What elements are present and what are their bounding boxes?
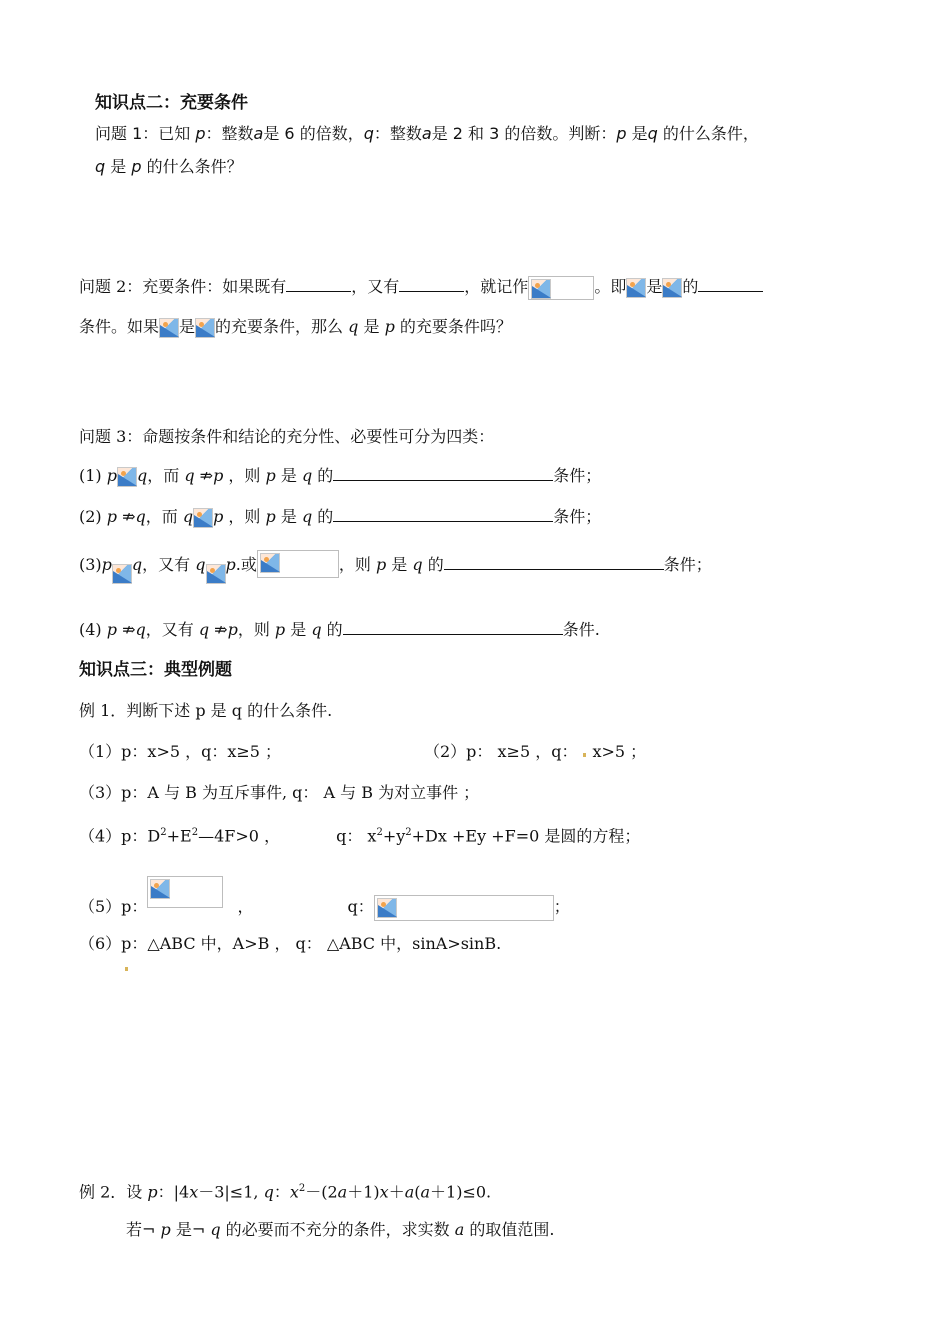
example-1-item-6: （6）p：△ABC 中，A>B ， q： △ABC 中，sinA>sinB. (79, 934, 502, 953)
case-4: (4) p ⇏q，又有 q ⇏p，则 p 是 q 的 条件. (79, 620, 600, 639)
image-placeholder-icon (626, 278, 646, 298)
formula-image (374, 895, 554, 921)
image-placeholder-icon (377, 898, 397, 918)
image-placeholder-icon (662, 278, 682, 298)
section-heading-kp3: 知识点三：典型例题 (79, 660, 232, 680)
image-placeholder-icon (159, 318, 179, 338)
example-2-line2: 若¬ p 是¬ q 的必要而不充分的条件，求实数 a 的取值范围. (126, 1220, 555, 1239)
example-1-item-5: （5）p： ， q： ； (79, 876, 570, 921)
example-1-title: 例 1．判断下述 p 是 q 的什么条件. (79, 701, 333, 720)
blank (698, 275, 763, 292)
case-1: (1) p q，而 q ⇏p ，则 p 是 q 的 条件； (79, 466, 602, 485)
image-placeholder-icon (206, 564, 226, 584)
question-2-line1: 问题 2：充要条件：如果既有 ，又有 ，就记作 。即 是 的 (79, 275, 763, 300)
blank (333, 505, 553, 522)
example-1-item-1: （1）p：x>5 ，q：x≥5 ； (79, 742, 282, 761)
question-3-intro: 问题 3：命题按条件和结论的充分性、必要性可分为四类： (79, 427, 495, 446)
section-heading-kp2: 知识点二：充要条件 (95, 93, 248, 113)
question-1-line2: q 是 p 的什么条件？ (95, 157, 243, 176)
image-placeholder-icon (150, 879, 170, 899)
example-1-item-4: （4）p：$D^2+E^2—4F>0$ ， q： $x^2+y^2+Dx +Ey +F=0$ 是圆的方程； (79, 826, 641, 846)
image-placeholder-icon (117, 467, 137, 487)
blank (333, 464, 553, 481)
formula-image (257, 550, 339, 578)
blank (343, 618, 563, 635)
example-1-item-3: （3）p：A 与 B 为互斥事件, q： A 与 B 为对立事件 ； (79, 783, 480, 802)
question-2-line2: 条件。如果 是 的充要条件，那么 q 是 p 的充要条件吗？ (79, 317, 512, 336)
example-1-item-2: （2）p： x≥5 ，q： x>5 ； (424, 742, 647, 761)
formula-image (528, 276, 594, 300)
question-1-line1: 问题 1：已知 p：整数a是 6 的倍数，q：整数a是 2 和 3 的倍数。判断：p 是q 的什么条件， (95, 124, 759, 143)
blank (399, 275, 464, 292)
case-2: (2) p ⇏q，而 q p ，则 p 是 q 的 条件； (79, 507, 602, 526)
blank (444, 553, 664, 570)
case-3: (3)p q，又有 q p.或 ，则 p 是 q 的 条件； (79, 550, 712, 584)
image-placeholder-icon (112, 564, 132, 584)
image-placeholder-icon (260, 553, 280, 573)
watermark (398, 170, 405, 183)
image-placeholder-icon (195, 318, 215, 338)
stray-mark (583, 753, 586, 757)
example-2-line1: 例 2．设 p：|4x－3|≤1, q：$x^2-(2a+1)x+a(a+1)\le 0$. (79, 1182, 492, 1202)
image-placeholder-icon (193, 508, 213, 528)
image-placeholder-icon (531, 279, 551, 299)
stray-mark (125, 967, 128, 971)
blank (286, 275, 351, 292)
formula-image (147, 876, 223, 908)
